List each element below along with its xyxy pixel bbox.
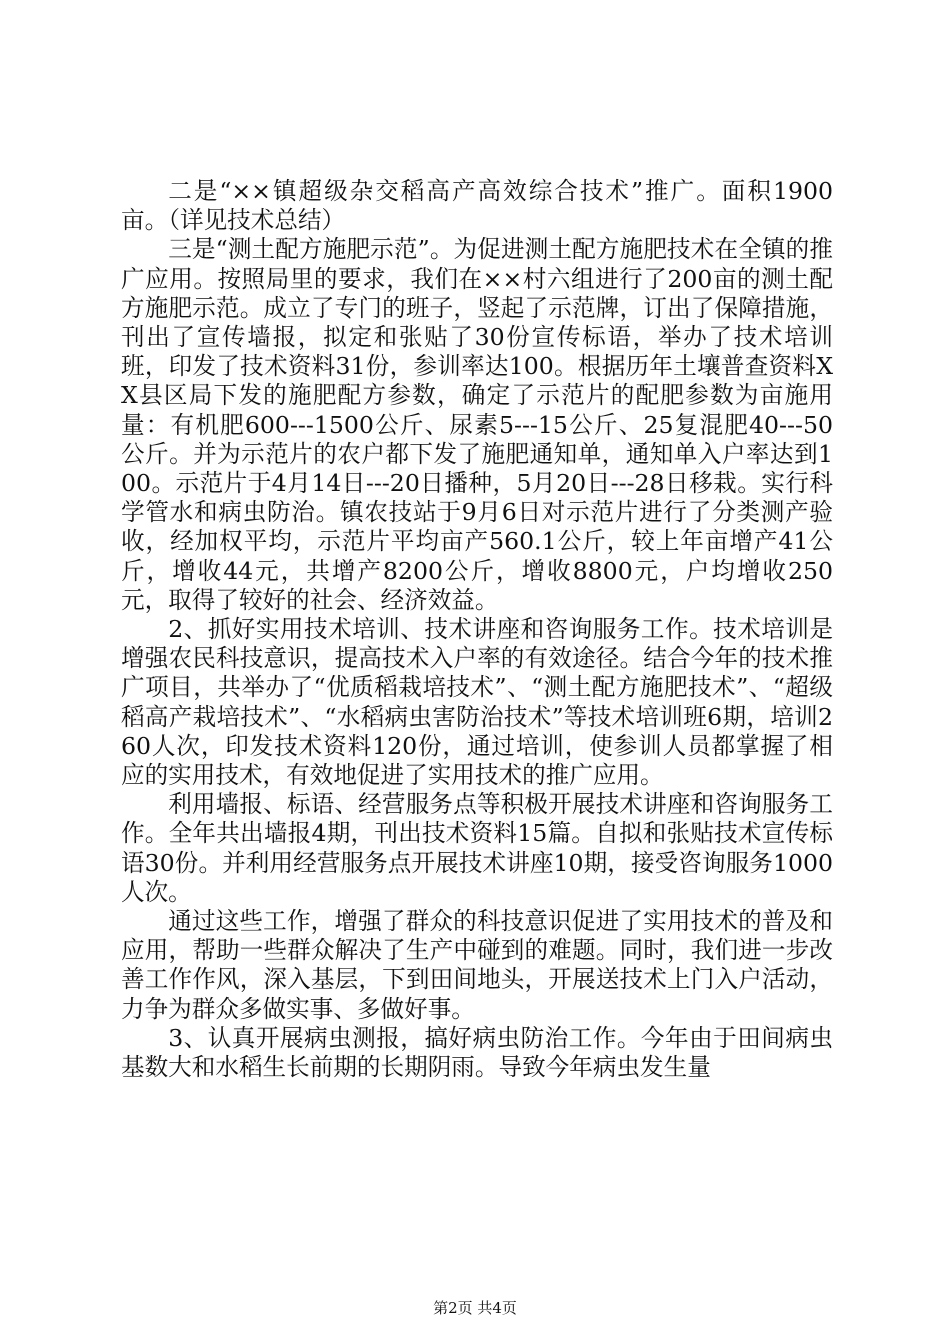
paragraph-6: 3、认真开展病虫测报，搞好病虫防治工作。今年由于田间病虫基数大和水稻生长前期的长期阴雨。导致今年病虫发生量 xyxy=(121,1023,833,1082)
paragraph-3: 2、抓好实用技术培训、技术讲座和咨询服务工作。技术培训是增强农民科技意识，提高技术入户率的有效途径。结合今年的技术推广项目，共举办了“优质稻栽培技术”、“测土配方施肥技术”、“超级稻高产栽培技术”、“水稻病虫害防治技术”等技术培训班6期，培训260人次，印发技术资料120份，通过培训，使参训人员都掌握了相应的实用技术，有效地促进了实用技术的推广应用。 xyxy=(121,615,833,790)
paragraph-4: 利用墙报、标语、经营服务点等积极开展技术讲座和咨询服务工作。全年共出墙报4期，刊出技术资料15篇。自拟和张贴技术宣传标语30份。并利用经营服务点开展技术讲座10期，接受咨询服务1000人次。 xyxy=(121,790,833,906)
document-body xyxy=(121,177,833,1082)
paragraph-1: 二是“××镇超级杂交稻高产高效综合技术”推广。面积1900亩。（详见技术总结） xyxy=(121,177,833,235)
page-number-footer: 第2页 共4页 xyxy=(433,1299,517,1317)
paragraph-2: 三是“测土配方施肥示范”。为促进测土配方施肥技术在全镇的推广应用。按照局里的要求，我们在××村六组进行了200亩的测土配方施肥示范。成立了专门的班子，竖起了示范牌，订出了保障措施，刊出了宣传墙报，拟定和张贴了30份宣传标语，举办了技术培训班，印发了技术资料31份，参训率达100。根据历年土壤普查资料XX县区局下发的施肥配方参数，确定了示范片的配肥参数为亩施用量：有机肥600---1500公斤、尿素5---15公斤、25复混肥40---50公斤。并为示范片的农户都下发了施肥通知单，通知单入户率达到100。示范片于4月14日---20日播种，5月20日---28日移栽。实行科学管水和病虫防治。镇农技站于9月6日对示范片进行了分类测产验收，经加权平均，示范片平均亩产560.1公斤，较上年亩增产41公斤，增收44元，共增产8200公斤，增收8800元，户均增收250元，取得了较好的社会、经济效益。 xyxy=(121,235,833,614)
paragraph-5: 通过这些工作，增强了群众的科技意识促进了实用技术的普及和应用，帮助一些群众解决了生产中碰到的难题。同时，我们进一步改善工作作风，深入基层，下到田间地头，开展送技术上门入户活动，力争为群众多做实事、多做好事。 xyxy=(121,907,833,1023)
